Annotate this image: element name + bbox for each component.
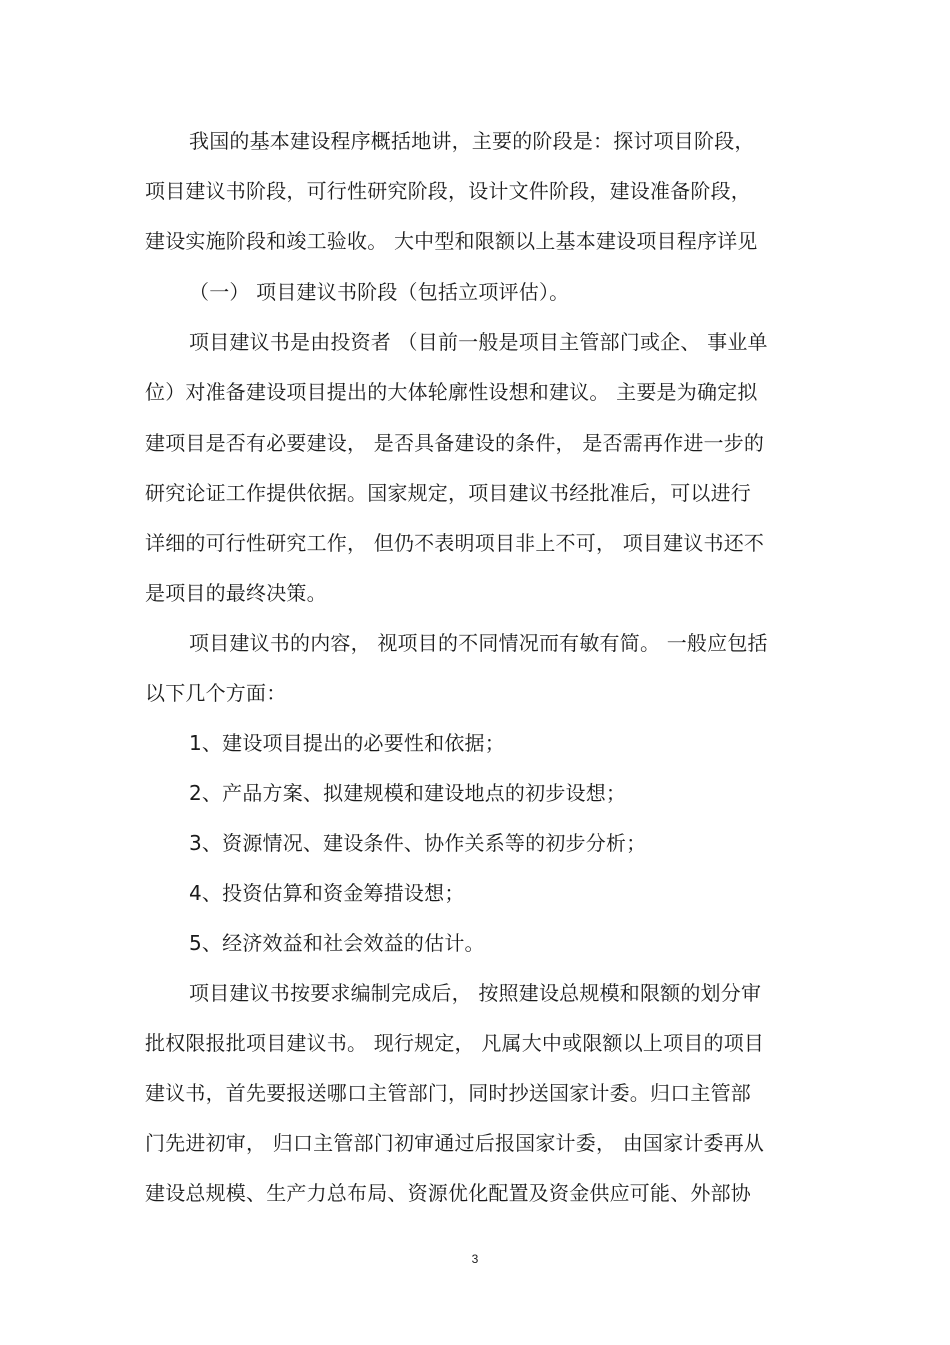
text-line: 研究论证工作提供依据。国家规定，项目建议书经批准后，可以进行 xyxy=(145,481,751,505)
text-line: 建设总规模、生产力总布局、资源优化配置及资金供应可能、外部协 xyxy=(145,1181,751,1205)
text-line: 项目建议书是由投资者 （目前一般是项目主管部门或企、 事业单 xyxy=(189,330,768,354)
text-line: 项目建议书的内容， 视项目的不同情况而有敏有简。 一般应包括 xyxy=(189,631,768,655)
text-line: 是项目的最终决策。 xyxy=(145,581,327,605)
list-item: 1、建设项目提出的必要性和依据； xyxy=(189,731,505,755)
text-line: 建议书，首先要报送哪口主管部门，同时抄送国家计委。归口主管部 xyxy=(145,1081,751,1105)
text-line: 批权限报批项目建议书。 现行规定， 凡属大中或限额以上项目的项目 xyxy=(145,1031,765,1055)
text-line: 项目建议书阶段，可行性研究阶段，设计文件阶段，建设准备阶段， xyxy=(145,179,751,203)
list-item: 3、资源情况、建设条件、协作关系等的初步分析； xyxy=(189,831,647,855)
text-line: 建设实施阶段和竣工验收。 大中型和限额以上基本建设项目程序详见 xyxy=(145,229,758,253)
page-number: 3 xyxy=(471,1252,479,1266)
list-item: 5、经济效益和社会效益的估计。 xyxy=(189,931,485,955)
section-heading: （一） 项目建议书阶段（包括立项评估）。 xyxy=(189,280,570,304)
text-line: 建项目是否有必要建设， 是否具备建设的条件， 是否需再作进一步的 xyxy=(145,431,765,455)
text-line: 位）对准备建设项目提出的大体轮廓性设想和建议。 主要是为确定拟 xyxy=(145,380,758,404)
text-line: 详细的可行性研究工作， 但仍不表明项目非上不可， 项目建议书还不 xyxy=(145,531,765,555)
text-line: 我国的基本建设程序概括地讲，主要的阶段是：探讨项目阶段， xyxy=(189,129,755,153)
text-line: 以下几个方面： xyxy=(145,681,287,705)
list-item: 2、产品方案、拟建规模和建设地点的初步设想； xyxy=(189,781,627,805)
text-line: 门先进初审， 归口主管部门初审通过后报国家计委， 由国家计委再从 xyxy=(145,1131,765,1155)
text-line: 项目建议书按要求编制完成后， 按照建设总规模和限额的划分审 xyxy=(189,981,762,1005)
list-item: 4、投资估算和资金筹措设想； xyxy=(189,881,465,905)
